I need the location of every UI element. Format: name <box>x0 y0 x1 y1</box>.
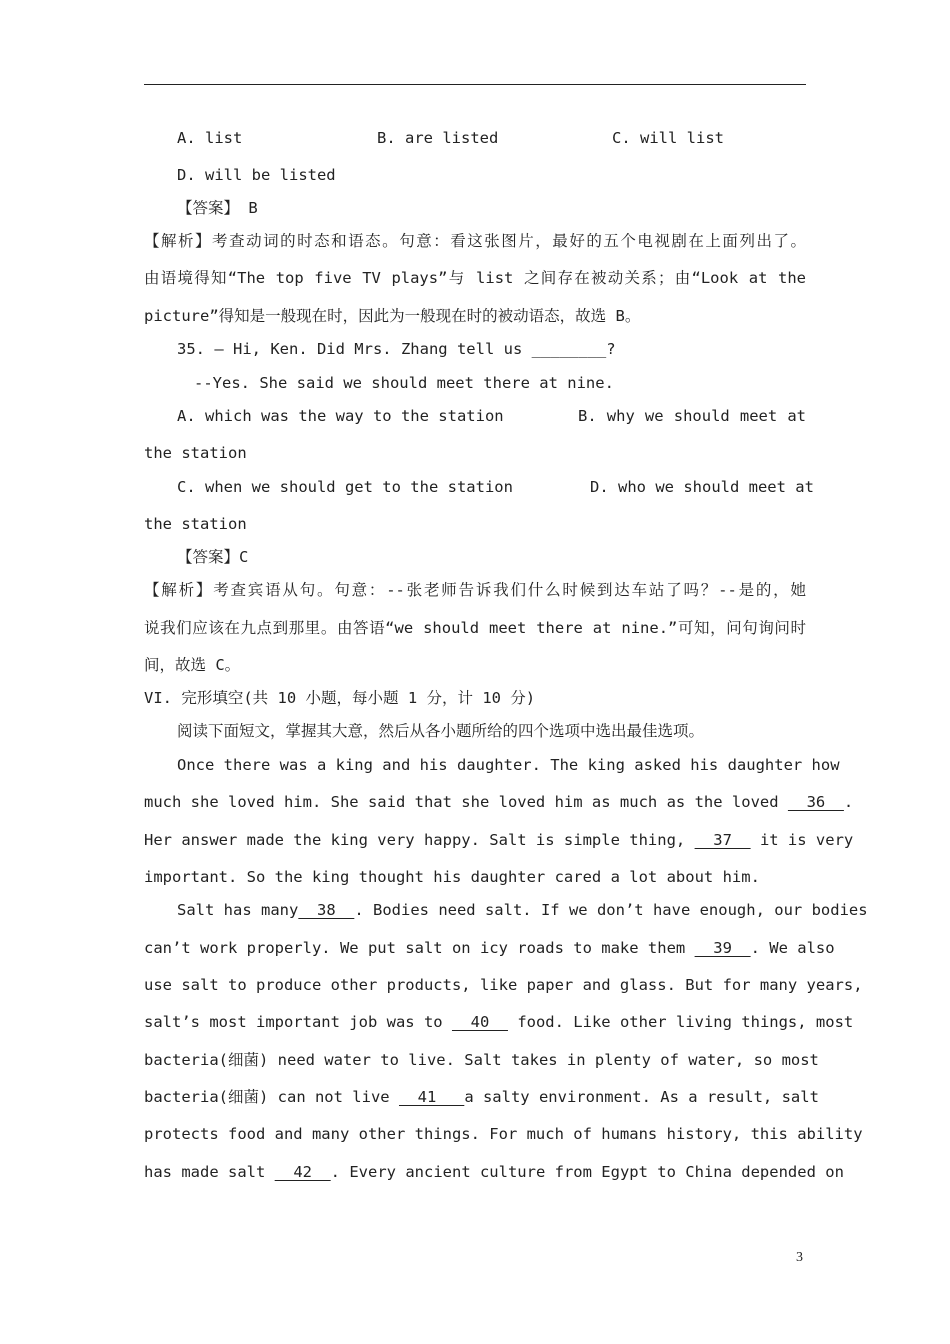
q35-option-b: B. why we should meet at <box>578 407 806 425</box>
passage-text: bacteria(细菌) can not live <box>144 1088 390 1106</box>
passage-text: . <box>843 793 854 811</box>
q35-reply: --Yes. She said we should meet there at nine. <box>194 374 614 392</box>
passage-text: Her answer made the king very happy. Salt is simple thing, <box>144 831 686 849</box>
blank-40: 40 <box>451 1013 508 1031</box>
passage-text: . Bodies need salt. If we don’t have enough, our bodies <box>354 901 868 919</box>
q35-answer: 【答案】C <box>177 548 249 566</box>
section-title: VI. 完形填空(共 10 小题，每小题 1 分，计 10 分) <box>144 689 536 707</box>
q35-option-b-continued: the station <box>144 444 247 462</box>
q34-option-d: D. will be listed <box>177 166 336 184</box>
passage-line-9: bacteria(细菌) need water to live. Salt takes in plenty of water, so most <box>144 1051 819 1069</box>
passage-line-12 <box>144 1162 844 1182</box>
passage-text: salt’s most important job was to <box>144 1013 443 1031</box>
passage-text: food. Like other living things, most <box>517 1013 854 1031</box>
q35-analysis-line-3: 间，故选 C。 <box>144 656 241 674</box>
q35-analysis-line-1: 【解析】考查宾语从句。句意：--张老师告诉我们什么时候到达车站了吗？--是的，她 <box>144 581 806 599</box>
blank-42: 42 <box>274 1163 331 1181</box>
q35-analysis-line-2: 说我们应该在九点到那里。由答语“we should meet there at nine.”可知，问句询问时 <box>144 619 806 637</box>
q35-option-d: D. who we should meet at <box>590 478 814 496</box>
q35-question: 35. – Hi, Ken. Did Mrs. Zhang tell us ________? <box>177 340 616 358</box>
section-instruction: 阅读下面短文，掌握其大意，然后从各小题所给的四个选项中选出最佳选项。 <box>177 722 705 740</box>
q34-analysis-line-3: picture”得知是一般现在时，因此为一般现在时的被动语态，故选 B。 <box>144 307 641 325</box>
blank-41: 41 <box>398 1088 465 1106</box>
blank-37: 37 <box>694 831 751 849</box>
passage-line-2 <box>144 792 854 812</box>
passage-text: Salt has many <box>177 901 299 919</box>
q34-option-a: A. list <box>177 129 243 147</box>
page-number: 3 <box>796 1250 803 1265</box>
blank-38: 38 <box>298 901 355 919</box>
passage-line-11: protects food and many other things. For much of humans history, this ability <box>144 1125 863 1143</box>
passage-line-3 <box>144 830 854 850</box>
passage-text: . Every ancient culture from Egypt to China depended on <box>330 1163 844 1181</box>
q34-option-b: B. are listed <box>377 129 499 147</box>
passage-text: it is very <box>759 831 854 849</box>
passage-line-6 <box>144 938 835 958</box>
passage-line-8 <box>144 1012 854 1032</box>
q35-option-d-continued: the station <box>144 515 247 533</box>
q34-option-c: C. will list <box>612 129 724 147</box>
q35-option-a: A. which was the way to the station <box>177 407 504 425</box>
blank-36: 36 <box>787 793 844 811</box>
passage-text: much she loved him. She said that she loved him as much as the loved <box>144 793 779 811</box>
passage-line-5 <box>177 900 868 920</box>
q34-analysis-line-2: 由语境得知“The top five TV plays”与 list 之间存在被动关系；由“Look at the <box>144 269 806 287</box>
passage-line-7: use salt to produce other products, like paper and glass. But for many years, <box>144 976 863 994</box>
passage-text: has made salt <box>144 1163 266 1181</box>
passage-text: . We also <box>750 939 835 957</box>
q34-answer: 【答案】 B <box>177 199 258 217</box>
passage-text: can’t work properly. We put salt on icy roads to make them <box>144 939 686 957</box>
q34-analysis-line-1: 【解析】考查动词的时态和语态。句意：看这张图片，最好的五个电视剧在上面列出了。 <box>144 232 806 250</box>
blank-39: 39 <box>694 939 751 957</box>
passage-text: a salty environment. As a result, salt <box>464 1088 819 1106</box>
passage-line-10 <box>144 1087 819 1107</box>
passage-line-1: Once there was a king and his daughter. The king asked his daughter how <box>177 756 840 774</box>
header-rule <box>144 84 806 85</box>
q35-option-c: C. when we should get to the station <box>177 478 513 496</box>
passage-line-4: important. So the king thought his daughter cared a lot about him. <box>144 868 760 886</box>
